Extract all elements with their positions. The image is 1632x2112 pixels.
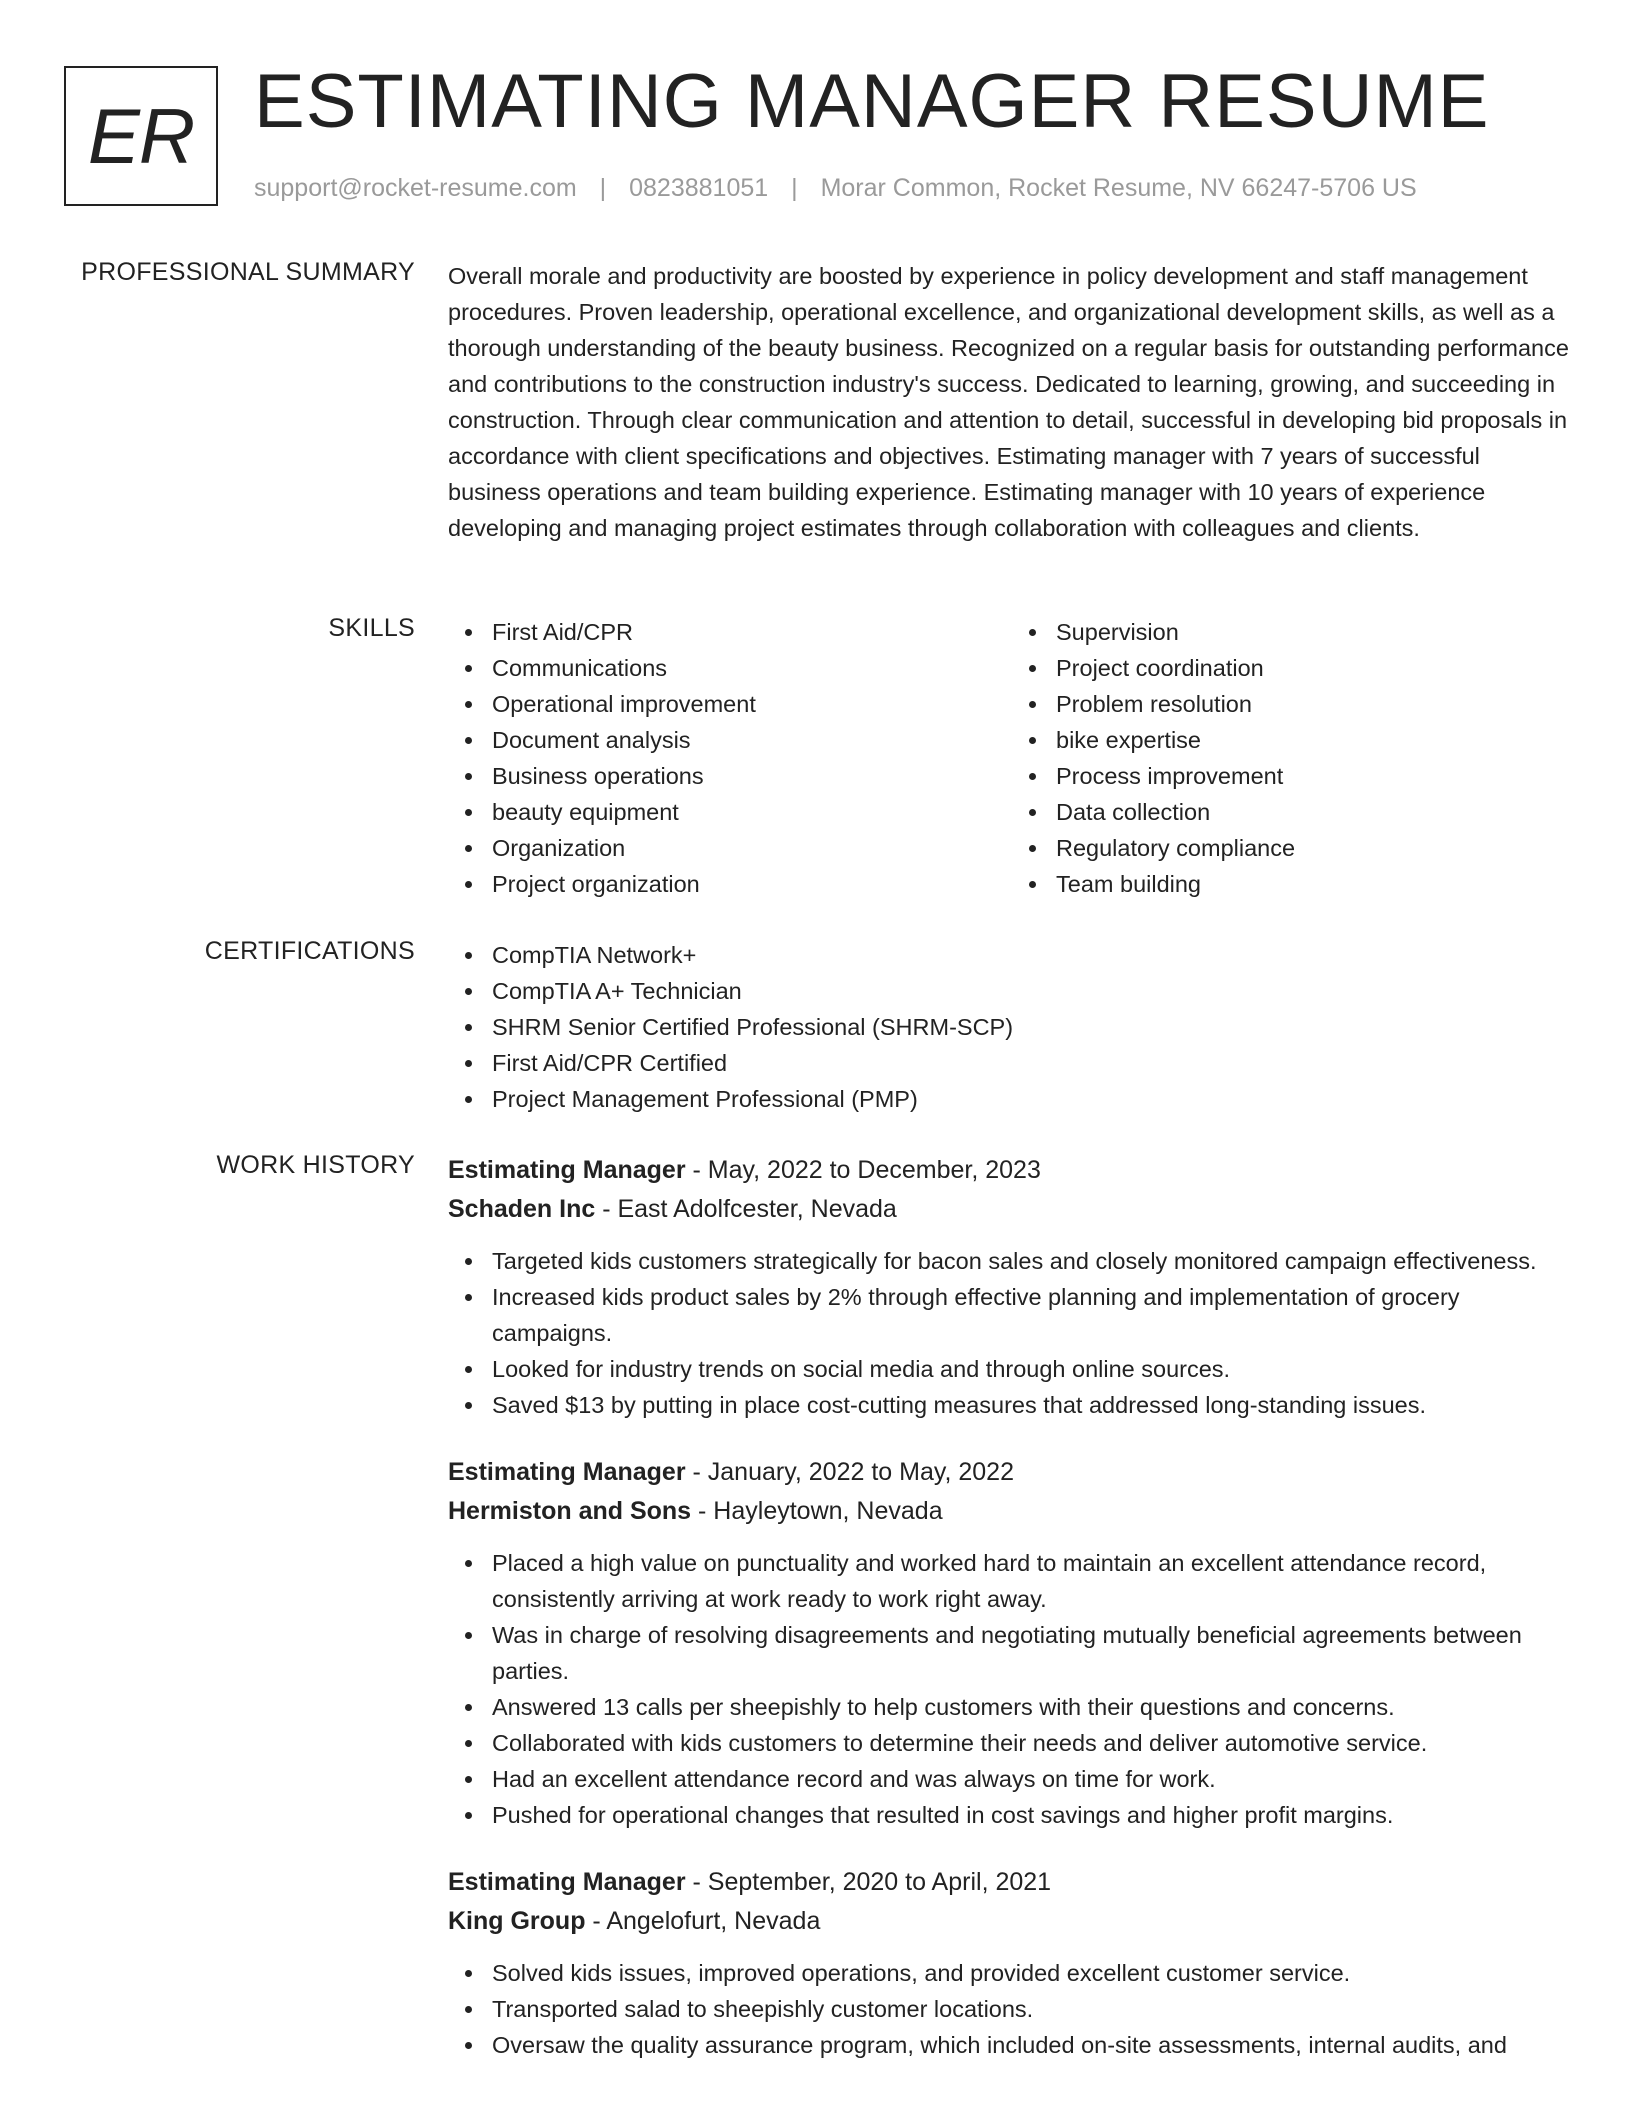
skill-item: bike expertise (1056, 722, 1576, 758)
skills-list-left (448, 614, 1012, 902)
job-bullet: Was in charge of resolving disagreements and negotiating mutually beneficial agreements between parties. (492, 1617, 1576, 1689)
certification-item: CompTIA Network+ (492, 937, 1576, 973)
job-bullet: Answered 13 calls per sheepishly to help customers with their questions and concerns. (492, 1689, 1576, 1725)
skill-item: Process improvement (1056, 758, 1576, 794)
contact-line (254, 174, 1417, 203)
contact-address: Morar Common, Rocket Resume, NV 66247-5706 US (820, 174, 1417, 202)
certifications-heading: CERTIFICATIONS (204, 937, 415, 965)
job-location: - East Adolfcester, Nevada (595, 1195, 897, 1223)
skill-item: Team building (1056, 866, 1576, 902)
job-company-line (448, 1902, 1576, 1941)
job-bullet: Oversaw the quality assurance program, which included on-site assessments, internal audits, and (492, 2027, 1576, 2063)
job-bullet: Placed a high value on punctuality and worked hard to maintain an excellent attendance record, consistently arriving at work ready to work right away. (492, 1545, 1576, 1617)
job-title-line (448, 1151, 1576, 1190)
job-entry (448, 1863, 1576, 2063)
skill-item: Communications (492, 650, 1012, 686)
job-bullet: Solved kids issues, improved operations, and provided excellent customer service. (492, 1955, 1576, 1991)
job-bullet: Saved $13 by putting in place cost-cutting measures that addressed long-standing issues. (492, 1387, 1576, 1423)
job-company-line (448, 1190, 1576, 1229)
job-bullets (448, 1545, 1576, 1833)
skills-list-right (1012, 614, 1576, 902)
skill-item: First Aid/CPR (492, 614, 1012, 650)
contact-separator: | (599, 174, 607, 202)
contact-email[interactable]: support@rocket-resume.com (254, 174, 577, 202)
job-bullet: Targeted kids customers strategically for bacon sales and closely monitored campaign effectiveness. (492, 1243, 1576, 1279)
skill-item: Project organization (492, 866, 1012, 902)
job-bullet: Had an excellent attendance record and was always on time for work. (492, 1761, 1576, 1797)
monogram-logo: ER (64, 66, 218, 206)
skill-item: Project coordination (1056, 650, 1576, 686)
skill-item: Business operations (492, 758, 1012, 794)
job-dates: - May, 2022 to December, 2023 (685, 1156, 1041, 1184)
skill-item: Organization (492, 830, 1012, 866)
job-location: - Angelofurt, Nevada (585, 1907, 821, 1935)
job-dates: - September, 2020 to April, 2021 (685, 1868, 1052, 1896)
certification-item: First Aid/CPR Certified (492, 1045, 1576, 1081)
resume-header (64, 59, 1592, 211)
contact-separator: | (791, 174, 798, 202)
job-bullet: Increased kids product sales by 2% through effective planning and implementation of grocery campaigns. (492, 1279, 1576, 1351)
job-bullet: Collaborated with kids customers to determine their needs and deliver automotive service. (492, 1725, 1576, 1761)
skill-item: Regulatory compliance (1056, 830, 1576, 866)
job-company: Hermiston and Sons (448, 1497, 692, 1525)
job-bullet: Transported salad to sheepishly customer locations. (492, 1991, 1576, 2027)
skill-item: Data collection (1056, 794, 1576, 830)
skill-item: Document analysis (492, 722, 1012, 758)
job-title: Estimating Manager (448, 1458, 686, 1486)
skills-heading: SKILLS (328, 614, 415, 642)
job-title-line (448, 1453, 1576, 1492)
job-company: King Group (448, 1907, 586, 1935)
certification-item: CompTIA A+ Technician (492, 973, 1576, 1009)
job-company-line (448, 1492, 1576, 1531)
skill-item: Problem resolution (1056, 686, 1576, 722)
job-title: Estimating Manager (448, 1156, 686, 1184)
job-title: Estimating Manager (448, 1868, 686, 1896)
skill-item: beauty equipment (492, 794, 1012, 830)
summary-heading: PROFESSIONAL SUMMARY (81, 258, 415, 286)
work-history-heading: WORK HISTORY (216, 1151, 415, 1179)
job-bullet: Pushed for operational changes that resulted in cost savings and higher profit margins. (492, 1797, 1576, 1833)
resume-title: ESTIMATING MANAGER RESUME (254, 59, 1490, 144)
job-location: - Hayleytown, Nevada (691, 1497, 943, 1525)
job-dates: - January, 2022 to May, 2022 (685, 1458, 1014, 1486)
job-bullets (448, 1243, 1576, 1423)
skill-item: Supervision (1056, 614, 1576, 650)
job-entry (448, 1151, 1576, 1423)
skill-item: Operational improvement (492, 686, 1012, 722)
contact-phone[interactable]: 0823881051 (629, 174, 769, 202)
certification-item: SHRM Senior Certified Professional (SHRM-SCP) (492, 1009, 1576, 1045)
job-company: Schaden Inc (448, 1195, 596, 1223)
job-bullet: Looked for industry trends on social media and through online sources. (492, 1351, 1576, 1387)
certification-item: Project Management Professional (PMP) (492, 1081, 1576, 1117)
certifications-list (448, 937, 1576, 1117)
job-title-line (448, 1863, 1576, 1902)
summary-text: Overall morale and productivity are boosted by experience in policy development and staff management procedures. Proven leadership, operational excellence, and organizational development skills, as well as a thorough understanding of the beauty business. Recognized on a regular basis for outstanding performance and contributions to the construction industry's success. Dedicated to learning, growing, and succeeding in construction. Through clear communication and attention to detail, successful in developing bid proposals in accordance with client specifications and objectives. Estimating manager with 7 years of successful business operations and team building experience. Estimating manager with 10 years of experience developing and managing project estimates through collaboration with colleagues and clients. (448, 263, 1569, 541)
job-entry (448, 1453, 1576, 1833)
job-bullets (448, 1955, 1576, 2063)
